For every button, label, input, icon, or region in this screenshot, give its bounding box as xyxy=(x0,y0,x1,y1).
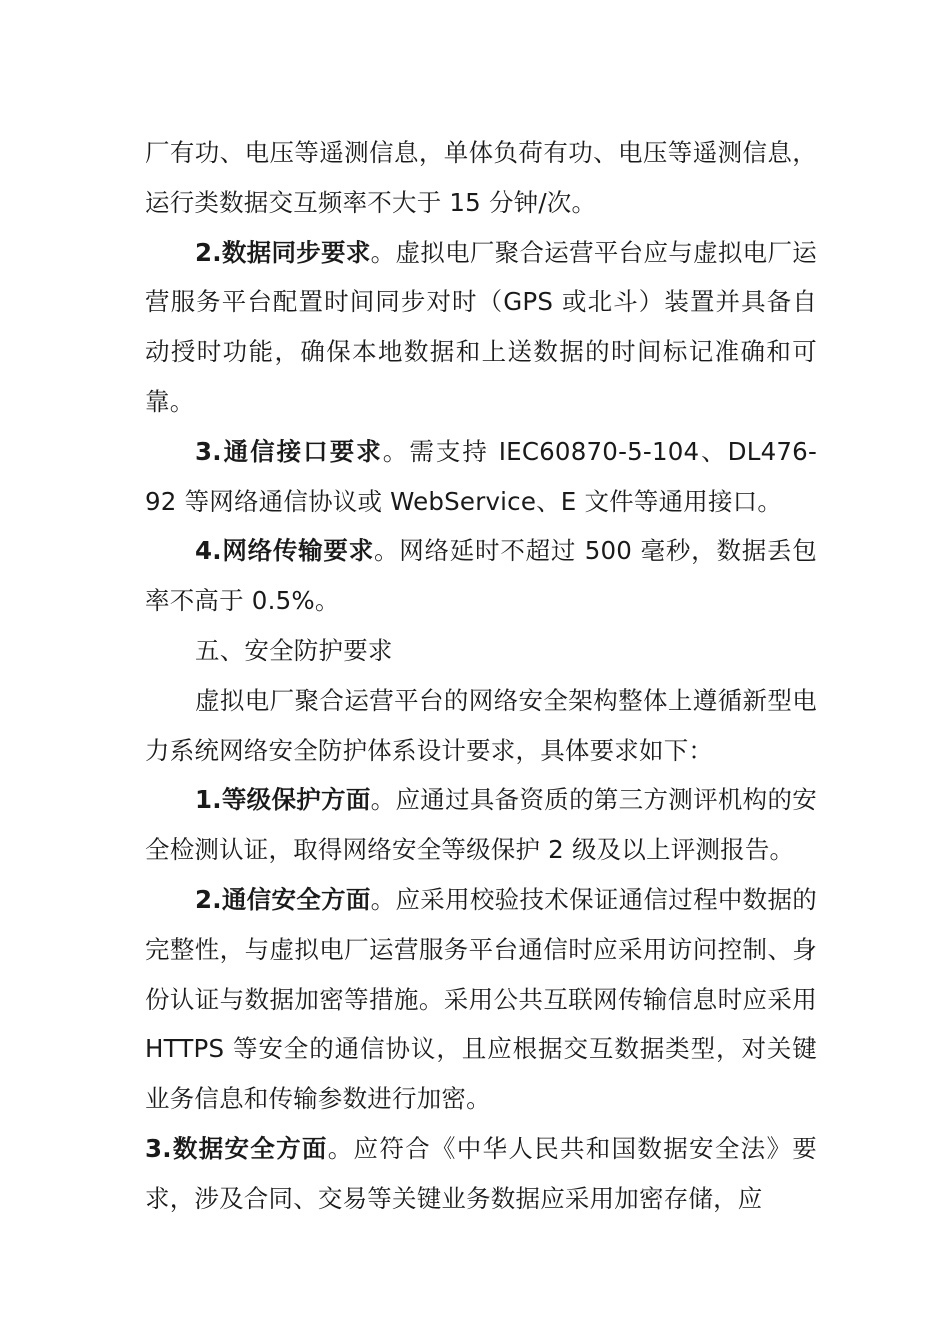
paragraph-comm-interface-requirement xyxy=(145,427,817,527)
paragraph-data-sync-requirement xyxy=(145,228,817,427)
paragraph-text: 。应符合《中华人民共和国数据安全法》要求，涉及合同、交易等关键业务数据应采用加密存储，应 xyxy=(145,1133,817,1213)
document-page xyxy=(145,128,817,1224)
paragraph-level-protection xyxy=(145,775,817,875)
paragraph-text: 。应通过具备资质的第三方测评机构的安全检测认证，取得网络安全等级保护 2 级及以上评测报告。 xyxy=(145,785,817,865)
paragraph-text: 。需支持 IEC60870-5-104、DL476-92 等网络通信协议或 WebService、E 文件等通用接口。 xyxy=(145,436,817,516)
paragraph-lead: 3.通信接口要求 xyxy=(195,436,383,466)
paragraph-lead: 3.数据安全方面 xyxy=(145,1133,328,1163)
paragraph-lead: 2.数据同步要求 xyxy=(195,237,371,267)
paragraph-comm-security xyxy=(145,875,817,1124)
paragraph-lead: 4.网络传输要求 xyxy=(195,536,374,566)
paragraph-network-transfer-requirement xyxy=(145,526,817,626)
paragraph-text: 。应采用校验技术保证通信过程中数据的完整性，与虚拟电厂运营服务平台通信时应采用访问控制、身份认证与数据加密等措施。采用公共互联网传输信息时应采用 HTTPS 等安全的通信协议，且应根据交互数据类型，对关键业务信息和传输参数进行加密。 xyxy=(145,884,817,1114)
paragraph-lead: 1.等级保护方面 xyxy=(195,785,371,815)
paragraph-data-security xyxy=(145,1124,817,1224)
section-heading: 五、安全防护要求 xyxy=(195,635,393,665)
paragraph-continuation xyxy=(145,128,817,228)
paragraph-lead: 2.通信安全方面 xyxy=(195,884,371,914)
paragraph-text: 厂有功、电压等遥测信息，单体负荷有功、电压等遥测信息，运行类数据交互频率不大于 15 分钟/次。 xyxy=(145,138,817,217)
section-intro: 虚拟电厂聚合运营平台的网络安全架构整体上遵循新型电力系统网络安全防护体系设计要求，具体要求如下： xyxy=(145,685,817,765)
paragraph-text: 。虚拟电厂聚合运营平台应与虚拟电厂运营服务平台配置时间同步对时（GPS 或北斗）装置并具备自动授时功能，确保本地数据和上送数据的时间标记准确和可靠。 xyxy=(145,237,817,416)
paragraph-text: 。网络延时不超过 500 毫秒，数据丢包率不高于 0.5%。 xyxy=(145,536,817,616)
